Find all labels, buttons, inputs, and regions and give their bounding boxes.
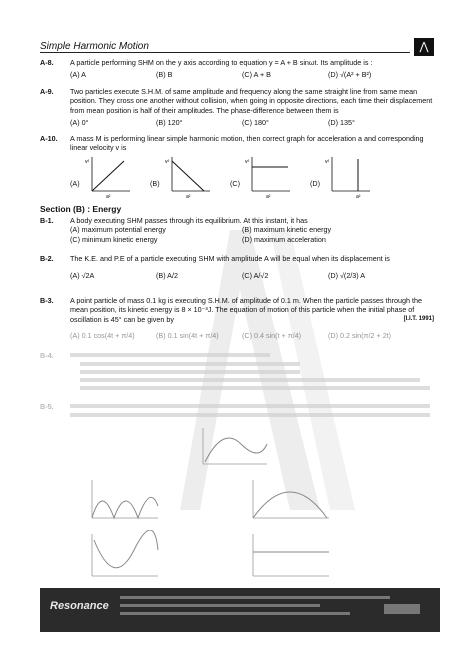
options-row [70, 118, 434, 127]
question-text: Two particles execute S.H.M. of same amplitude and frequency along the same straight line from same mean position. They cross one another without collision, when going in opposite directions, each time their displacement from mean position is half of their amplitudes. The phase-difference between them is [70, 87, 433, 115]
question-text: A mass M is performing linear simple harmonic motion, then correct graph for acceleration a and corresponding linear velocity v is [70, 134, 424, 153]
option-b[interactable]: (B) 120° [156, 118, 183, 128]
question-a8 [40, 58, 434, 80]
graph-c-icon [244, 155, 294, 199]
option-a[interactable]: (A) A [70, 70, 86, 80]
option-a[interactable]: (A) maximum potential energy [70, 225, 166, 235]
page-footer [40, 588, 440, 632]
question-text: A body executing SHM passes through its equilibrium. At this instant, it has [70, 216, 308, 225]
section-heading: Section (B) : Energy [40, 204, 122, 214]
options-grid [70, 225, 434, 244]
graph-a-icon [84, 155, 134, 199]
page-title: Simple Harmonic Motion [40, 41, 149, 52]
page-number-box [384, 604, 420, 614]
y-axis-label: v² [165, 158, 170, 165]
x-axis-label: a² [356, 193, 361, 199]
question-text: A particle performing SHM on the y axis according to equation y = A + B sinωt. Its amplitude is : [70, 58, 373, 67]
question-number: B-1. [40, 216, 54, 225]
question-b3 [40, 296, 434, 340]
x-axis-label: a² [106, 193, 111, 199]
graph-option-d-icon[interactable] [245, 530, 335, 582]
option-c[interactable]: (C) A + B [242, 70, 271, 80]
blurred-line [80, 386, 430, 390]
y-axis-label: v² [85, 158, 90, 165]
question-a10 [40, 134, 434, 199]
graph-option-c[interactable]: (C) v² a² [230, 155, 310, 199]
graph-blurred-icon [195, 424, 275, 474]
option-b[interactable]: (B) B [156, 70, 173, 80]
graph-option-b-icon[interactable] [245, 476, 335, 526]
option-c[interactable]: (C) A/√2 [242, 271, 269, 281]
option-d[interactable]: (D) maximum acceleration [242, 234, 326, 244]
option-b[interactable]: (B) maximum kinetic energy [242, 225, 332, 235]
question-number: B-4. [40, 351, 54, 360]
x-axis-label: a² [266, 193, 271, 199]
question-text: The K.E. and P.E of a particle executing SHM with amplitude A will be equal when its displacement is [70, 254, 390, 263]
option-d[interactable]: (D) 0.2 sin(π/2 + 2t) [328, 330, 392, 340]
blurred-line [70, 353, 270, 357]
graph-options-row [70, 155, 434, 199]
graph-option-d[interactable]: (D) v² a² [310, 155, 390, 199]
option-c[interactable]: (C) minimum kinetic energy [70, 234, 158, 244]
footer-brand-logo: Resonance [50, 600, 109, 612]
blurred-line [80, 378, 420, 382]
question-number: B-2. [40, 254, 54, 263]
header-rule [40, 52, 410, 53]
option-a[interactable]: (A) 0° [70, 118, 89, 128]
question-text: A point particle of mass 0.1 kg is executing S.H.M. of amplitude of 0.1 m. When the particle passes through the mean position, its kinetic energy is 8 × 10⁻³J. The equation of motion of this particle when the initial phase of oscillation is 45° can be given by [70, 296, 422, 324]
options-row [70, 70, 434, 79]
question-b2 [40, 254, 434, 281]
option-b[interactable]: (B) A/2 [156, 271, 178, 281]
question-number: B-5. [40, 402, 54, 411]
graph-option-a[interactable]: (A) v² a² [70, 155, 150, 199]
question-number: A-9. [40, 87, 54, 96]
blurred-line [80, 362, 300, 366]
option-c[interactable]: (C) 0.4 sin(t + π/4) [242, 330, 302, 340]
option-d[interactable]: (D) √(2/3) A [328, 271, 366, 281]
option-d[interactable]: (D) 135° [328, 118, 355, 128]
footer-address-line [120, 604, 320, 607]
y-axis-label: v² [325, 158, 330, 165]
graph-option-b[interactable]: (B) v² a² [150, 155, 230, 199]
question-number: B-3. [40, 296, 54, 305]
exam-reference: [I.I.T. 1991] [403, 316, 434, 323]
question-b1 [40, 216, 434, 244]
question-number: A-8. [40, 58, 54, 67]
graph-b-icon [164, 155, 214, 199]
brand-logo-icon: ⋀ [414, 38, 434, 56]
footer-address-line [120, 612, 350, 615]
graph-option-c-icon[interactable] [84, 530, 164, 582]
option-d[interactable]: (D) √(A² + B²) [328, 70, 372, 80]
blurred-line [70, 413, 430, 417]
blurred-line [80, 370, 300, 374]
option-c[interactable]: (C) 180° [242, 118, 269, 128]
option-a[interactable]: (A) 0.1 cos(4t + π/4) [70, 330, 135, 340]
question-number: A-10. [40, 134, 58, 143]
blurred-line [70, 404, 430, 408]
y-axis-label: v² [245, 158, 250, 165]
options-row [70, 331, 434, 340]
graph-option-a-icon[interactable] [84, 476, 164, 526]
x-axis-label: a² [186, 193, 191, 199]
options-row [70, 271, 434, 280]
option-a[interactable]: (A) √2A [70, 271, 95, 281]
option-b[interactable]: (B) 0.1 sin(4t + π/4) [156, 330, 219, 340]
question-a9 [40, 87, 434, 128]
footer-address-line [120, 596, 390, 599]
page-header [40, 40, 434, 56]
graph-d-icon [324, 155, 374, 199]
